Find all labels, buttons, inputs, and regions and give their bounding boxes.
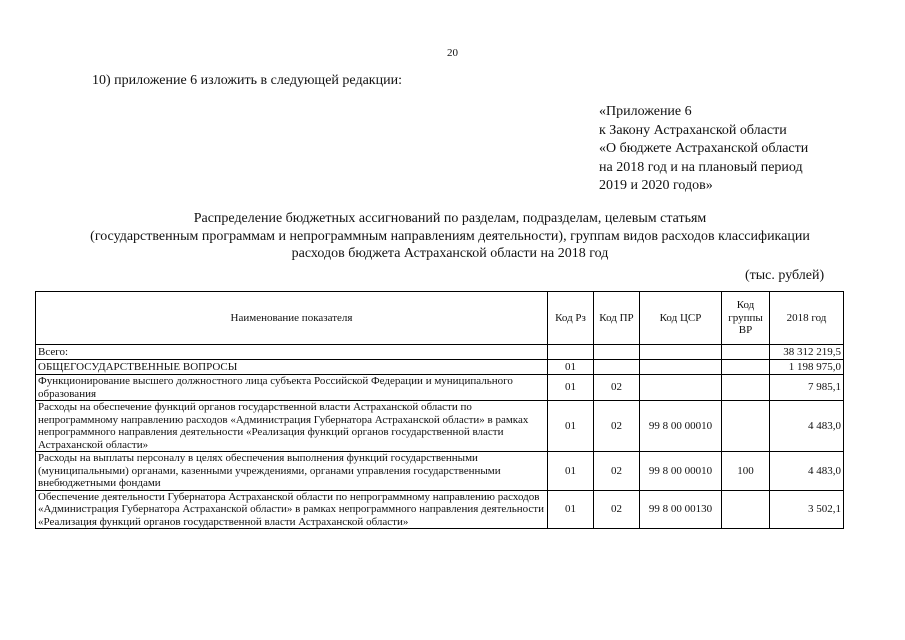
appendix-line: «Приложение 6 — [599, 104, 692, 119]
header-name: Наименование показателя — [36, 292, 548, 345]
row-rz: 01 — [548, 360, 594, 375]
header-rz: Код Рз — [548, 292, 594, 345]
appendix-line: на 2018 год и на плановый период — [599, 159, 803, 175]
title-line: Распределение бюджетных ассигнований по разделам, подразделам, целевым статьям — [193, 211, 707, 226]
appendix-line: к Закону Астраханской области — [599, 122, 787, 138]
row-vr — [722, 360, 770, 375]
table-row — [36, 360, 844, 375]
row-vr: 100 — [722, 452, 770, 491]
row-amount: 4 483,0 — [770, 452, 844, 491]
table-header-row — [36, 292, 844, 345]
table-row — [36, 401, 844, 452]
row-pr — [594, 345, 640, 360]
row-amount: 4 483,0 — [770, 401, 844, 452]
row-pr: 02 — [594, 490, 640, 529]
row-name: Всего: — [36, 345, 548, 360]
row-rz: 01 — [548, 375, 594, 401]
row-pr — [594, 360, 640, 375]
row-amount: 3 502,1 — [770, 490, 844, 529]
table-row — [36, 452, 844, 491]
table-row — [36, 375, 844, 401]
row-pr: 02 — [594, 375, 640, 401]
row-vr — [722, 345, 770, 360]
document-title — [40, 210, 860, 263]
appendix-header — [599, 103, 808, 196]
table-row — [36, 490, 844, 529]
header-pr: Код ПР — [594, 292, 640, 345]
header-year: 2018 год — [770, 292, 844, 345]
row-amount: 38 312 219,5 — [770, 345, 844, 360]
row-csr: 99 8 00 00010 — [640, 452, 722, 491]
row-vr — [722, 375, 770, 401]
row-rz — [548, 345, 594, 360]
page-number: 20 — [447, 47, 458, 59]
row-amount: 7 985,1 — [770, 375, 844, 401]
row-csr — [640, 375, 722, 401]
row-name: Расходы на обеспечение функций органов государственной власти Астраханской области по непрограммному направлению расходов «Администрация Губернатора Астраханской области» в рамках непрограммного направления деятельности «Реализация функций органов государственной власти Астраханской области» — [36, 401, 548, 452]
units-label: (тыс. рублей) — [745, 268, 825, 283]
row-name: Расходы на выплаты персоналу в целях обеспечения выполнения функций государственными (муниципальными) органами, казенными учреждениями, органами управления государственными внебюджетными фондами — [36, 452, 548, 491]
row-vr — [722, 401, 770, 452]
title-line: (государственным программам и непрограммным направлениям деятельности), группам видов расходов классификации — [90, 228, 810, 244]
appendix-line: «О бюджете Астраханской области — [599, 141, 809, 156]
appendix-line: 2019 и 2020 годов» — [599, 178, 713, 193]
row-name: Обеспечение деятельности Губернатора Астраханской области по непрограммному направлению расходов «Администрация Губернатора Астраханской области» в рамках непрограммного направления деятельности «Реализация функций органов государственной власти Астраханской области» — [36, 490, 548, 529]
instruction-text: 10) приложение 6 изложить в следующей редакции: — [92, 73, 402, 88]
row-csr: 99 8 00 00010 — [640, 401, 722, 452]
budget-table — [35, 291, 844, 529]
row-pr: 02 — [594, 452, 640, 491]
row-name: Функционирование высшего должностного лица субъекта Российской Федерации и муниципального образования — [36, 375, 548, 401]
row-csr — [640, 360, 722, 375]
row-rz: 01 — [548, 490, 594, 529]
row-pr: 02 — [594, 401, 640, 452]
row-vr — [722, 490, 770, 529]
title-line: расходов бюджета Астраханской области на 2018 год — [291, 246, 609, 261]
header-csr: Код ЦСР — [640, 292, 722, 345]
header-vr: Код группы ВР — [722, 292, 770, 345]
row-amount: 1 198 975,0 — [770, 360, 844, 375]
row-name: ОБЩЕГОСУДАРСТВЕННЫЕ ВОПРОСЫ — [36, 360, 548, 375]
row-csr — [640, 345, 722, 360]
table-row — [36, 345, 844, 360]
row-rz: 01 — [548, 401, 594, 452]
row-rz: 01 — [548, 452, 594, 491]
row-csr: 99 8 00 00130 — [640, 490, 722, 529]
